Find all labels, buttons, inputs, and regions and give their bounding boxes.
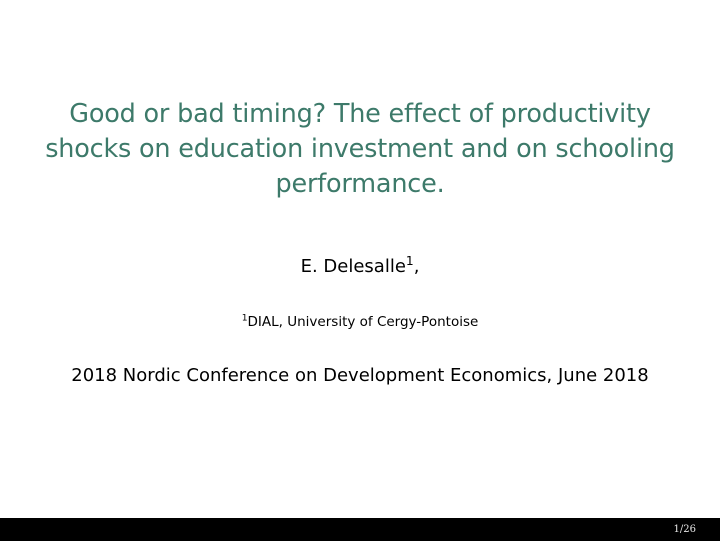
author-line	[0, 256, 720, 278]
footer-bar	[0, 518, 720, 541]
title-line-3: performance.	[275, 169, 445, 199]
event-line: 2018 Nordic Conference on Development Economics, June 2018	[71, 365, 649, 386]
author-affiliation-marker: 1	[405, 254, 414, 268]
title-line-1: Good or bad timing? The effect of productivity	[69, 99, 651, 129]
page-number: 1/26	[673, 524, 696, 535]
author-trailing-comma: ,	[413, 256, 420, 277]
author-name: E. Delesalle	[300, 256, 406, 277]
affiliation-text: DIAL, University of Cergy-Pontoise	[247, 314, 479, 330]
slide-title	[40, 97, 680, 202]
affiliation-marker: 1	[241, 312, 248, 324]
title-line-2: shocks on education investment and on schooling	[45, 134, 675, 164]
affiliation-line	[0, 313, 720, 331]
